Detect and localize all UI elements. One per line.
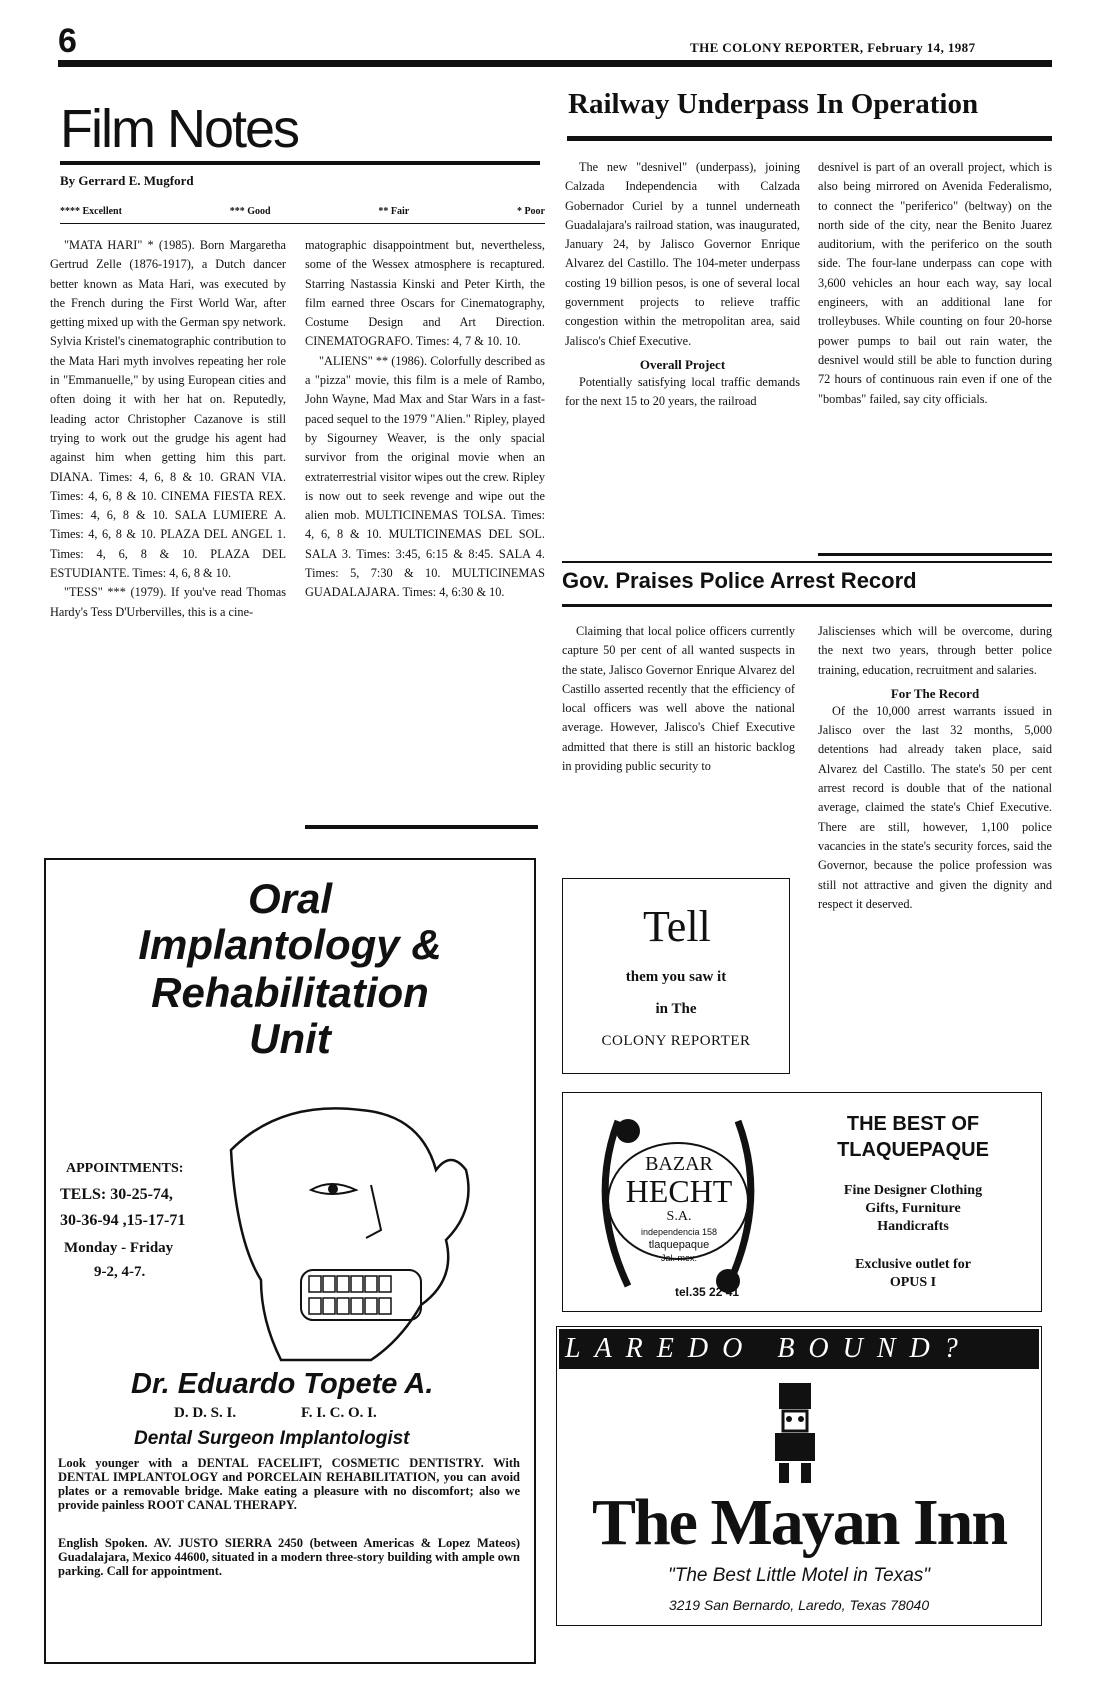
office-days: Monday - Friday xyxy=(64,1240,174,1256)
film-notes-col1 xyxy=(50,236,286,622)
oral-title-2: Implantology & xyxy=(138,921,442,968)
specialty: Dental Surgeon Implantologist xyxy=(134,1428,410,1449)
oral-title-3: Rehabilitation xyxy=(151,969,429,1016)
railway-subhead: Overall Project xyxy=(639,356,726,372)
page-number: 6 xyxy=(58,22,77,60)
header-rule xyxy=(58,60,1052,67)
mayan-inn-ad xyxy=(556,1326,1042,1626)
oral-implantology-ad xyxy=(44,858,536,1664)
bazar-desc3: Handicrafts xyxy=(877,1219,949,1234)
railway-p3: desnivel is part of an overall project, which is also being mirrored on Avenida Federalismo, to connect the "periferico" (beltway) on the north side of the city, near the Benito Juarez auditorium, with the periferico on the south side. The four-lane underpass can cope with 3,600 vehicles an hour each way, say local engineers, with an additional lane for trolleybuses. While counting on four 20-horse power pumps to bail out rain water, the desnivel would still be able to function during 72 hours of continuous rain even if one of the "bombas" failed, say city officials. xyxy=(818,160,1052,406)
bazar-outlet2: OPUS I xyxy=(889,1275,937,1290)
appointments-label: APPOINTMENTS: xyxy=(66,1161,184,1176)
railway-headline: Railway Underpass In Operation xyxy=(568,88,979,120)
tell-big: Tell xyxy=(643,902,711,951)
tell-ad xyxy=(562,878,790,1074)
railway-col1 xyxy=(565,158,800,412)
ratings-key xyxy=(60,206,545,217)
film-notes-end-rule xyxy=(305,825,538,829)
mayan-address: 3219 San Bernardo, Laredo, Texas 78040 xyxy=(668,1597,930,1613)
bazar-desc2: Gifts, Furniture xyxy=(865,1201,961,1216)
bazar-logo-line2: HECHT xyxy=(625,1173,733,1209)
film-notes-title: Film Notes xyxy=(60,99,299,159)
oral-title-1: Oral xyxy=(247,875,333,922)
police-p3: Of the 10,000 arrest warrants issued in Jalisco over the last 32 months, 5,000 detentions had already taken place, said Alvarez del Castillo. The state's 50 per cent arrest record is double that of the national average, claimed the state's Chief Executive. There are still, however, 1,100 police vacancies in the state's security forces, said the Governor, because the police profession was still not attractive and given the dignity and respect it deserved. xyxy=(818,703,1052,911)
railway-p1: The new "desnivel" (underpass), joining Calzada Independencia with Calzada Gobernador Curiel by a tunnel underneath Guadalajara's railroad station, was inaugurated, January 24, by Jalisco Governor Enrique Alvarez del Castillo. The 104-meter underpass costing 19 billion pesos, is one of several local government projects to relieve traffic congestion within the metropolitan area, said Jalisco's Chief Executive. xyxy=(565,160,800,348)
film-notes-col2 xyxy=(305,236,545,603)
bazar-title1: THE BEST OF xyxy=(846,1113,980,1135)
police-subhead: For The Record xyxy=(890,685,980,701)
bazar-title2: TLAQUEPAQUE xyxy=(837,1139,989,1161)
mayan-tagline: "The Best Little Motel in Texas" xyxy=(667,1565,931,1586)
office-hours: 9-2, 4-7. xyxy=(94,1264,146,1280)
bazar-logo-line5: tlaquepaque xyxy=(648,1239,710,1251)
bazar-outlet1: Exclusive outlet for xyxy=(855,1257,971,1272)
degree-ddsi: D. D. S. I. xyxy=(174,1405,237,1421)
bazar-hecht-ad xyxy=(562,1092,1042,1312)
mayan-figure-icon xyxy=(765,1379,825,1487)
police-col1 xyxy=(562,622,795,776)
film-notes-rule xyxy=(60,161,540,165)
review-tess-cont: matographic disappointment but, nevertheless, some of the Wessex atmosphere is recaptured. Starring Nastassia Kinski and Peter Kirth, the film earned three Oscars for Cinematography, Costume Design and Art Direction. CINEMATOGRAFO. Times: 4, 7 & 10. 10. xyxy=(305,238,545,349)
review-tess: "TESS" *** (1979). If you've read Thomas Hardy's Tess D'Urbervilles, this is a cine- xyxy=(50,585,286,619)
tell-line3: COLONY REPORTER xyxy=(601,1033,751,1049)
byline: By Gerrard E. Mugford xyxy=(60,173,194,188)
ratings-rule xyxy=(60,223,545,224)
tell-line2: in The xyxy=(655,1001,697,1017)
railway-end-rule xyxy=(818,553,1052,556)
degree-ficoi: F. I. C. O. I. xyxy=(301,1405,377,1421)
tell-line1: them you saw it xyxy=(625,969,727,985)
rating-excellent: **** Excellent xyxy=(60,206,122,217)
police-p1: Claiming that local police officers currently capture 50 per cent of all wanted suspects in the state, Jalisco Governor Enrique Alvarez del Castillo asserted recently that the efficiency of local officers was well above the national average. However, Jalisco's Chief Executive admitted that there is still an historic backlog in providing public security to xyxy=(562,624,795,774)
police-rule xyxy=(562,604,1052,607)
face-illustration xyxy=(221,1090,521,1370)
police-p2: Jaliscienses which will be overcome, during the next two years, through better police training, education, recruitment and salaries. xyxy=(818,624,1052,677)
oral-title-4: Unit xyxy=(249,1015,331,1062)
review-aliens: "ALIENS" ** (1986). Colorfully described as a "pizza" movie, this film is a mele of Rambo, John Wayne, Mad Max and Star Wars in a fast-paced sequel to the 1979 "Alien." Ripley, played by Sigourney Weaver, is the only spacial survivor from the original movie when an extraterrestrial visitor wipes out the crew. Ripley is now out to seek revenge and wipe out the alien mob. MULTICINEMAS TOLSA. Times: 4, 6, 8 & 10. MULTICINEMAS DEL SOL. SALA 3. Times: 3:45, 6:15 & 8:45. SALA 4. Times: 5, 7:30 & 10. MULTICINEMAS GUADALAJARA. Times: 4, 6:30 & 10. xyxy=(305,353,545,600)
rating-poor: * Poor xyxy=(516,206,545,217)
laredo-banner: LAREDO BOUND? xyxy=(559,1329,1039,1369)
bazar-logo-line4: independencia 158 xyxy=(640,1227,718,1237)
police-headline: Gov. Praises Police Arrest Record xyxy=(562,568,917,593)
doctor-name: Dr. Eduardo Topete A. xyxy=(131,1368,434,1400)
bazar-logo-line1: BAZAR xyxy=(645,1153,713,1175)
review-mata-hari: "MATA HARI" * (1985). Born Margaretha Gertrud Zelle (1876-1917), a Dutch dancer better known as Mata Hari, was executed by the French during the First World War, after getting mixed up with the German spy network. Sylvia Kristel's cinematographic contribution to the Mata Hari myth involves repeating her role in "Emmanuelle," by using European cities and often doing it with her hat on. Reputedly, leading actor Christopher Cazanove is still trying to work out the grudge his agent had against him when getting him this part. DIANA. Times: 4, 6, 8 & 10. GRAN VIA. Times: 4, 6, 8 & 10. CINEMA FIESTA REX. Times: 4, 6, 8 & 10. SALA LUMIERE A. Times: 4, 6, 8 & 10. PLAZA DEL ANGEL 1. Times: 4, 6, 8 & 10. PLAZA DEL ESTUDIANTE. Times: 4, 6, 8 & 10. xyxy=(50,238,286,581)
bazar-logo-line6: Jal. mex. xyxy=(660,1253,697,1263)
bazar-logo-line3: S.A. xyxy=(666,1209,692,1224)
oral-ad-address: English Spoken. AV. JUSTO SIERRA 2450 (between Americas & Lopez Mateos) Guadalajara, Mexico 44600, situated in a modern three-story building with ample own parking. Call for appointment. xyxy=(58,1536,520,1578)
rating-fair: ** Fair xyxy=(378,206,410,217)
police-top-rule xyxy=(562,561,1052,563)
tels-line1: TELS: 30-25-74, xyxy=(60,1186,173,1203)
rating-good: *** Good xyxy=(229,206,271,217)
railway-p2: Potentially satisfying local traffic demands for the next 15 to 20 years, the railroad xyxy=(565,374,800,409)
tels-line2: 30-36-94 ,15-17-71 xyxy=(60,1212,186,1229)
mayan-inn-name: The Mayan Inn xyxy=(591,1486,1007,1559)
bazar-phone: tel.35 22 41 xyxy=(675,1285,740,1299)
police-col2 xyxy=(818,622,1052,914)
dateline: THE COLONY REPORTER, February 14, 1987 xyxy=(690,40,976,55)
bazar-desc1: Fine Designer Clothing xyxy=(843,1183,983,1198)
railway-rule xyxy=(567,136,1052,141)
oral-ad-body: Look younger with a DENTAL FACELIFT, COSMETIC DENTISTRY. With DENTAL IMPLANTOLOGY and PORCELAIN REHABILITATION, you can avoid plates or a removable bridge. Make eating a pleasure with no discomfort; also we provide painless ROOT CANAL THERAPY. xyxy=(58,1456,520,1512)
railway-col2 xyxy=(818,158,1052,409)
